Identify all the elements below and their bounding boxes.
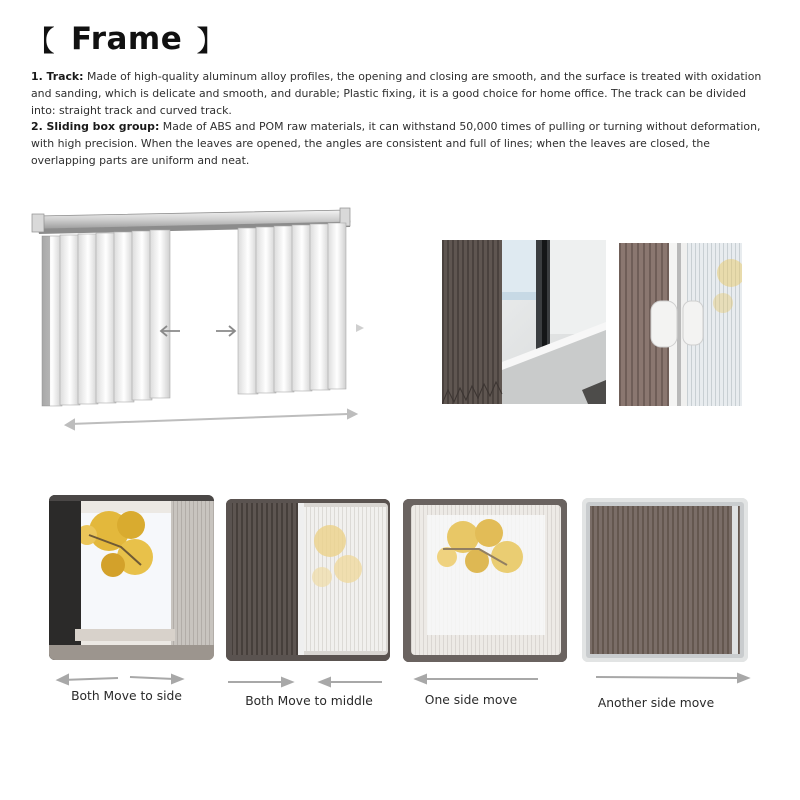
track-label: 1. Track: bbox=[31, 70, 84, 83]
caption-one-side-move: One side move bbox=[424, 693, 518, 707]
mode-photo-one-side-move bbox=[403, 499, 567, 662]
mode-photo-both-to-side bbox=[49, 495, 214, 660]
arrow-another-side-move bbox=[596, 674, 748, 682]
track-paragraph bbox=[31, 69, 771, 119]
caption-another-side-move: Another side move bbox=[597, 696, 715, 710]
description-block bbox=[31, 69, 771, 170]
arrow-one-side-move bbox=[416, 675, 538, 683]
track-end-marker bbox=[356, 324, 364, 332]
mode-photo-another-side-move bbox=[582, 498, 748, 662]
mode-photo-both-to-middle bbox=[226, 499, 390, 661]
arrow-both-to-middle bbox=[228, 678, 382, 686]
track-detail-photo bbox=[442, 240, 606, 404]
direction-arrows bbox=[161, 326, 235, 336]
width-arrows bbox=[66, 410, 356, 429]
heading-open-bracket: 【 bbox=[26, 23, 56, 58]
heading-close-bracket: 】 bbox=[196, 23, 226, 58]
sliding-box-text: Made of ABS and POM raw materials, it can withstand 50,000 times of pulling or turning without deformation, with high precision. When the leaves are opened, the angles are consistent and full of lines; when the leaves are closed, the overlapping parts are uniform and neat. bbox=[31, 120, 761, 167]
sliding-box-detail-photo bbox=[619, 243, 742, 406]
track-blinds-illustration bbox=[30, 200, 375, 440]
page-heading bbox=[26, 18, 225, 60]
caption-both-to-middle: Both Move to middle bbox=[245, 694, 373, 708]
sliding-box-paragraph bbox=[31, 119, 771, 169]
left-slat-stack bbox=[42, 230, 170, 406]
right-slat-stack bbox=[238, 223, 346, 394]
caption-both-to-side: Both Move to side bbox=[71, 689, 182, 703]
heading-title: Frame bbox=[71, 21, 183, 57]
sliding-box-label: 2. Sliding box group: bbox=[31, 120, 160, 134]
arrow-both-to-side bbox=[58, 675, 182, 684]
track-text: Made of high-quality aluminum alloy profiles, the opening and closing are smooth, and the surface is treated with oxidation and sanding, which is delicate and smooth, and durable; Plastic fixing, it is a good choice for home office. The track can be divided into: straight track and curved track. bbox=[31, 70, 762, 117]
